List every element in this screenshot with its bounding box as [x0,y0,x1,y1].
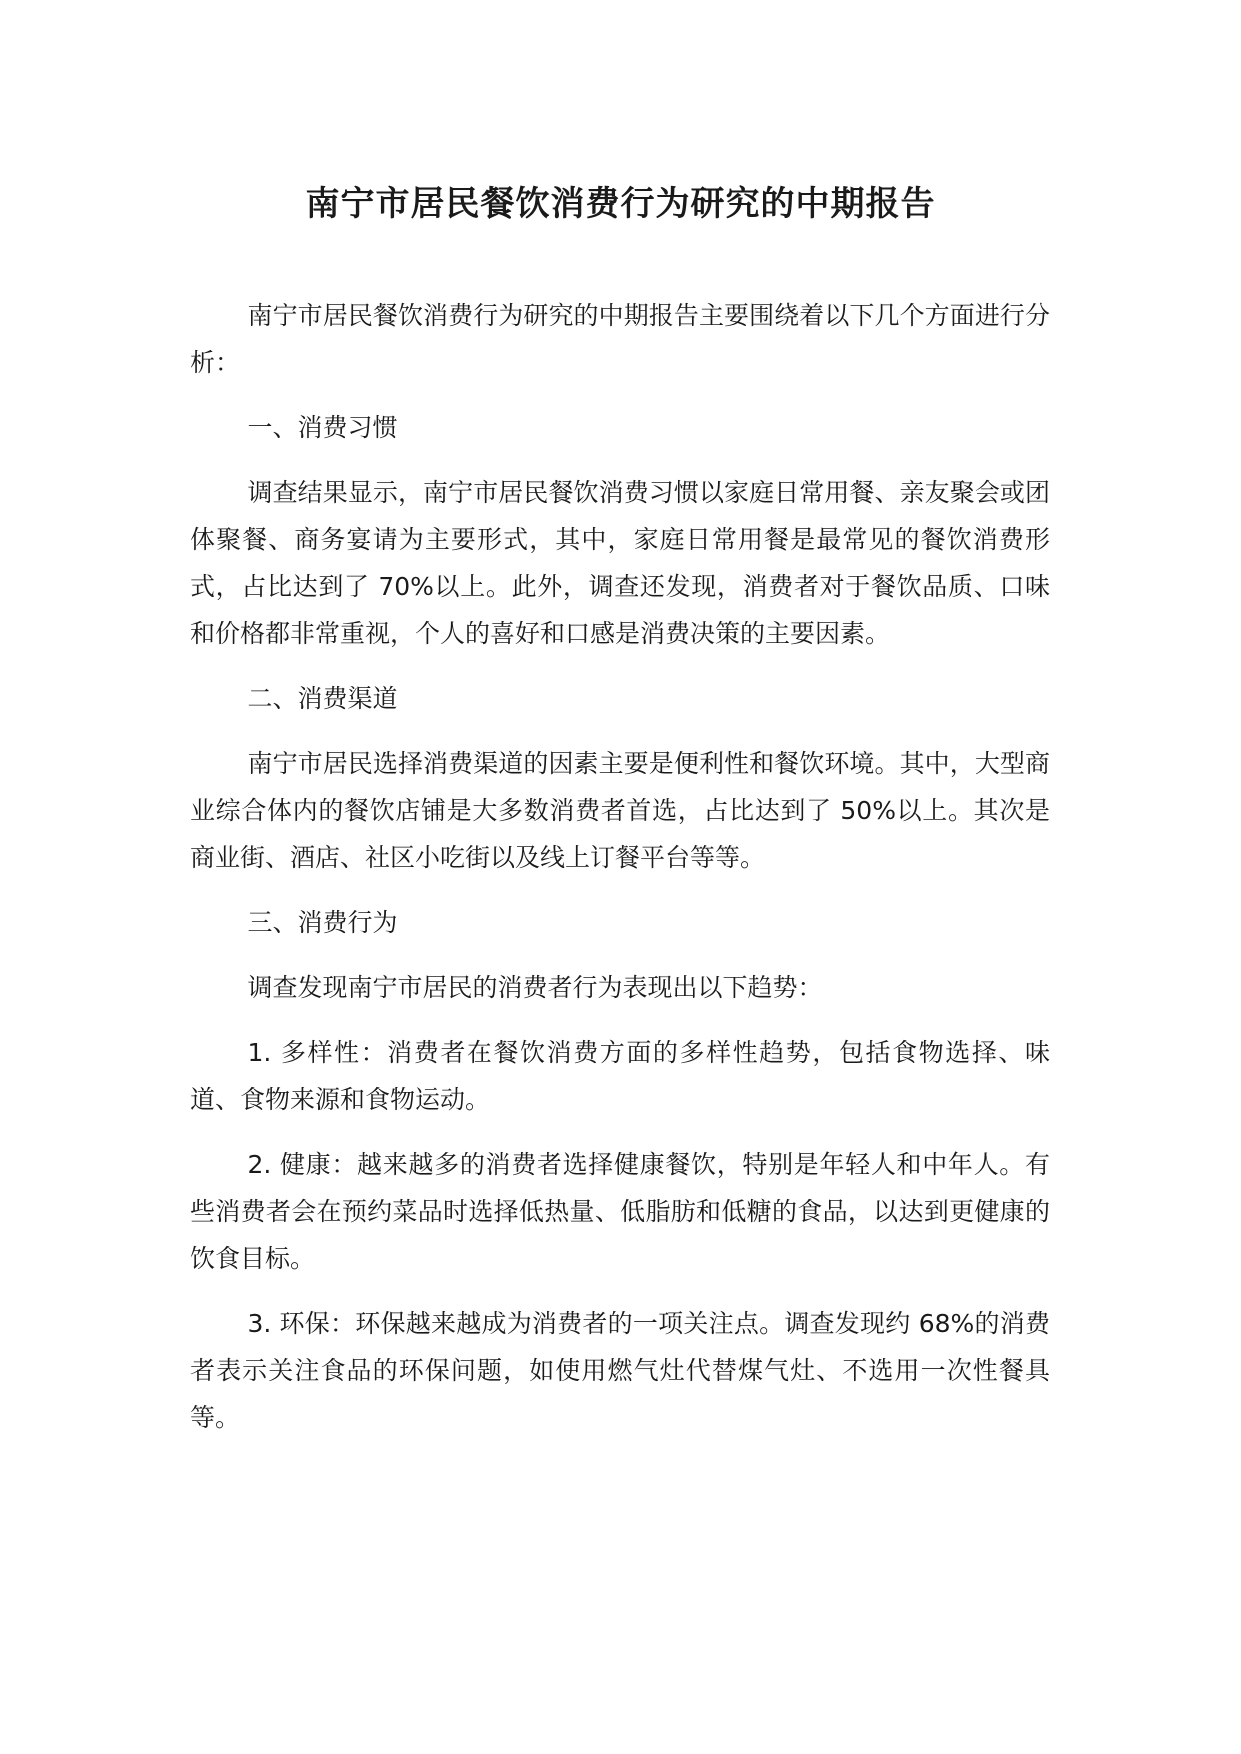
intro-paragraph: 南宁市居民餐饮消费行为研究的中期报告主要围绕着以下几个方面进行分析： [190,301,1050,377]
section-heading-consumption-habits: 一、消费习惯 [247,413,398,442]
consumption-behavior-intro: 调查发现南宁市居民的消费者行为表现出以下趋势： [247,973,823,1002]
consumption-channels-paragraph: 南宁市居民选择消费渠道的因素主要是便利性和餐饮环境。其中，大型商业综合体内的餐饮店铺是大多数消费者首选，占比达到了 50%以上。其次是商业街、酒店、社区小吃街以及线上订餐平台等等。 [190,749,1050,872]
document-title: 南宁市居民餐饮消费行为研究的中期报告 [305,184,936,224]
trend-item-diversity: 1. 多样性：消费者在餐饮消费方面的多样性趋势，包括食物选择、味道、食物来源和食物运动。 [190,1038,1050,1114]
trend-item-environment: 3. 环保：环保越来越成为消费者的一项关注点。调查发现约 68%的消费者表示关注食品的环保问题，如使用燃气灶代替煤气灶、不选用一次性餐具等。 [190,1309,1050,1432]
document-body [190,292,1050,1459]
section-heading-consumption-behavior: 三、消费行为 [247,908,398,937]
section-heading-consumption-channels: 二、消费渠道 [247,684,398,713]
trend-item-health: 2. 健康：越来越多的消费者选择健康餐饮，特别是年轻人和中年人。有些消费者会在预约菜品时选择低热量、低脂肪和低糖的食品，以达到更健康的饮食目标。 [190,1150,1050,1273]
consumption-habits-paragraph: 调查结果显示，南宁市居民餐饮消费习惯以家庭日常用餐、亲友聚会或团体聚餐、商务宴请为主要形式，其中，家庭日常用餐是最常见的餐饮消费形式，占比达到了 70%以上。此外，调查还发现，消费者对于餐饮品质、口味和价格都非常重视，个人的喜好和口感是消费决策的主要因素。 [190,478,1050,648]
